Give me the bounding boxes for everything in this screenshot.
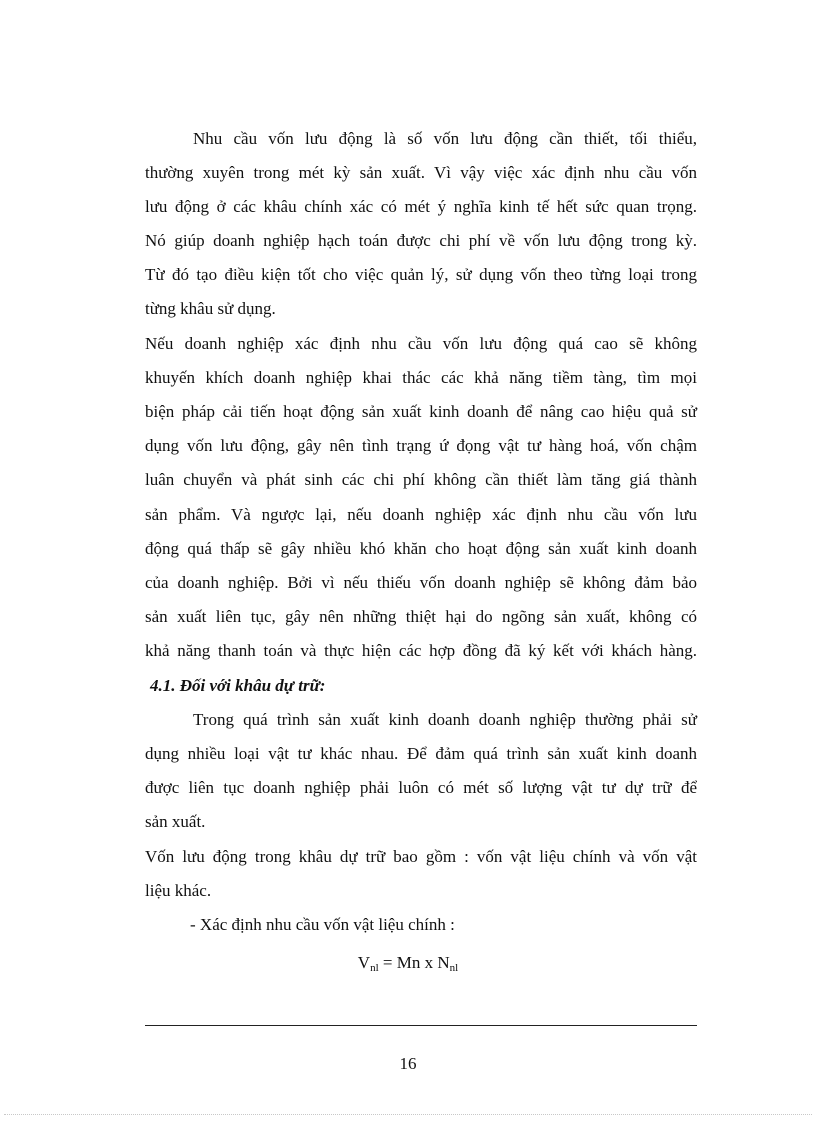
paragraph-line: sản phẩm. Và ngược lại, nếu doanh nghiệp xác định nhu cầu vốn lưu: [145, 505, 697, 524]
paragraph-line: Vốn lưu động trong khâu dự trữ bao gồm : vốn vật liệu chính và vốn vật: [145, 847, 697, 866]
paragraph-line: được liên tục doanh nghiệp phải luôn có mét số lượng vật tư dự trữ để: [145, 778, 697, 797]
paragraph-line: liệu khác.: [145, 881, 212, 900]
paragraph-line: lưu động ở các khâu chính xác có mét ý nghĩa kinh tế hết sức quan trọng.: [145, 197, 697, 216]
paragraph-line: Từ đó tạo điều kiện tốt cho việc quản lý, sử dụng vốn theo từng loại trong: [145, 265, 697, 284]
formula-lhs: V: [357, 953, 371, 972]
page-number: 16: [399, 1054, 417, 1073]
paragraph-line: khả năng thanh toán và thực hiện các hợp đồng đã ký kết với khách hàng.: [145, 641, 697, 660]
paragraph-line: Nếu doanh nghiệp xác định nhu cầu vốn lưu động quá cao sẽ không: [145, 334, 697, 353]
page-bottom-border: [4, 1114, 812, 1115]
paragraph-line: Nhu cầu vốn lưu động là số vốn lưu động cần thiết, tối thiểu,: [193, 129, 697, 148]
bullet-line: - Xác định nhu cầu vốn vật liệu chính :: [190, 915, 455, 934]
formula: [0, 949, 816, 977]
footer-rule: [145, 1025, 697, 1026]
formula-body: = Mn x N: [378, 953, 450, 972]
paragraph-line: thường xuyên trong mét kỳ sản xuất. Vì vậy việc xác định nhu cầu vốn: [145, 163, 697, 182]
paragraph-line: Trong quá trình sản xuất kinh doanh doanh nghiệp thường phải sử: [193, 710, 697, 729]
formula-lhs-subscript: nl: [370, 962, 379, 974]
paragraph-line: sản xuất liên tục, gây nên những thiệt hại do ngõng sản xuất, không có: [145, 607, 697, 626]
section-heading: 4.1. Đối với khâu dự trữ:: [150, 676, 326, 695]
paragraph-line: dụng vốn lưu động, gây nên tình trạng ứ đọng vật tư hàng hoá, vốn chậm: [145, 436, 697, 455]
paragraph-line: biện pháp cải tiến hoạt động sản xuất kinh doanh để nâng cao hiệu quả sử: [145, 402, 697, 421]
paragraph-line: sản xuất.: [145, 812, 206, 831]
paragraph-line: khuyến khích doanh nghiệp khai thác các khả năng tiềm tàng, tìm mọi: [145, 368, 697, 387]
paragraph-line: của doanh nghiệp. Bởi vì nếu thiếu vốn doanh nghiệp sẽ không đảm bảo: [145, 573, 697, 592]
paragraph-line: luân chuyển và phát sinh các chi phí không cần thiết làm tăng giá thành: [145, 470, 697, 489]
paragraph-line: Nó giúp doanh nghiệp hạch toán được chi phí về vốn lưu động trong kỳ.: [145, 231, 697, 250]
formula-rhs-subscript: nl: [449, 962, 459, 974]
paragraph-line: động quá thấp sẽ gây nhiều khó khăn cho hoạt động sản xuất kinh doanh: [145, 539, 697, 558]
paragraph-line: từng khâu sử dụng.: [145, 299, 276, 318]
paragraph-line: dụng nhiều loại vật tư khác nhau. Để đảm quá trình sản xuất kinh doanh: [145, 744, 697, 763]
